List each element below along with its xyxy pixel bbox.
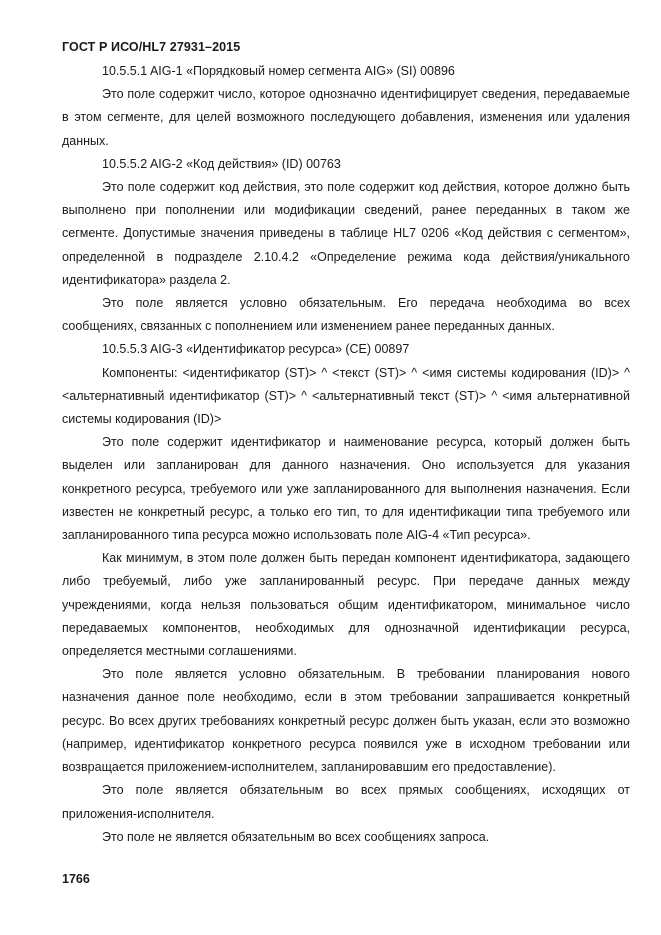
paragraph: Это поле является обязательным во всех прямых сообщениях, исходящих от приложения-исполнителя. — [62, 783, 630, 821]
section-heading-aig-3: 10.5.5.3 AIG-3 «Идентификатор ресурса» (CE) 00897 — [102, 342, 410, 357]
section-heading-aig-1: 10.5.5.1 AIG-1 «Порядковый номер сегмента AIG» (SI) 00896 — [102, 64, 455, 78]
paragraph: Компоненты: <идентификатор (ST)> ^ <текст (ST)> ^ <имя системы кодирования (ID)> ^ <альтернативный идентификатор (ST)> ^ <альтернативный текст (ST)> ^ <имя альтернативной системы кодирования (ID)> — [62, 365, 630, 427]
paragraph: Это поле является условно обязательным. В требовании планирования нового назначения данное поле необходимо, если в этом требовании запрашивается конкретный ресурс. Во всех других требованиях конкретный ресурс должен быть указан, если это возможно (например, идентификатор конкретного ресурса появился уже в исходном требовании или возвращается приложением-исполнителем, запланировавшим его предоставление). — [62, 667, 630, 775]
paragraph: Это поле содержит идентификатор и наименование ресурса, который должен быть выделен или запланирован для данного назначения. Оно используется для указания конкретного ресурса, требуемого или уже запланированного для выполнения назначения. Если известен не конкретный ресурс, а только его тип, то для идентификации типа требуемого или запланированного типа ресурса можно использовать поле AIG-4 «Тип ресурса». — [62, 435, 630, 543]
paragraph: Это поле содержит код действия, это поле содержит код действия, которое должно быть выполнено при пополнении или модификации сведений, ранее переданных в таком же сегменте. Допустимые значения приведены в таблице HL7 0206 «Код действия с сегментом», определенной в подразделе 2.10.4.2 «Определение режима кода действия/уникального идентификатора» раздела 2. — [62, 180, 630, 287]
page-header: ГОСТ Р ИСО/HL7 27931–2015 — [62, 40, 241, 54]
paragraph: Это поле не является обязательным во всех сообщениях запроса. — [102, 829, 490, 844]
paragraph: Это поле содержит число, которое однозначно идентифицирует сведения, передаваемые в этом сегменте, для целей возможного последующего добавления, изменения или удаления данных. — [62, 87, 630, 148]
document-body — [62, 60, 630, 849]
paragraph: Это поле является условно обязательным. Его передача необходима во всех сообщениях, связанных с пополнением или изменением ранее переданных данных. — [62, 296, 630, 334]
paragraph: Как минимум, в этом поле должен быть передан компонент идентификатора, задающего либо требуемый, либо уже запланированный ресурс. При передаче данных между учреждениями, когда нельзя пользоваться общим идентификатором, минимальное число передаваемых компонентов, необходимых для однозначной идентификации ресурса, определяется местными соглашениями. — [62, 551, 630, 659]
page-number: 1766 — [62, 872, 90, 886]
section-heading-aig-2: 10.5.5.2 AIG-2 «Код действия» (ID) 00763 — [102, 156, 341, 171]
